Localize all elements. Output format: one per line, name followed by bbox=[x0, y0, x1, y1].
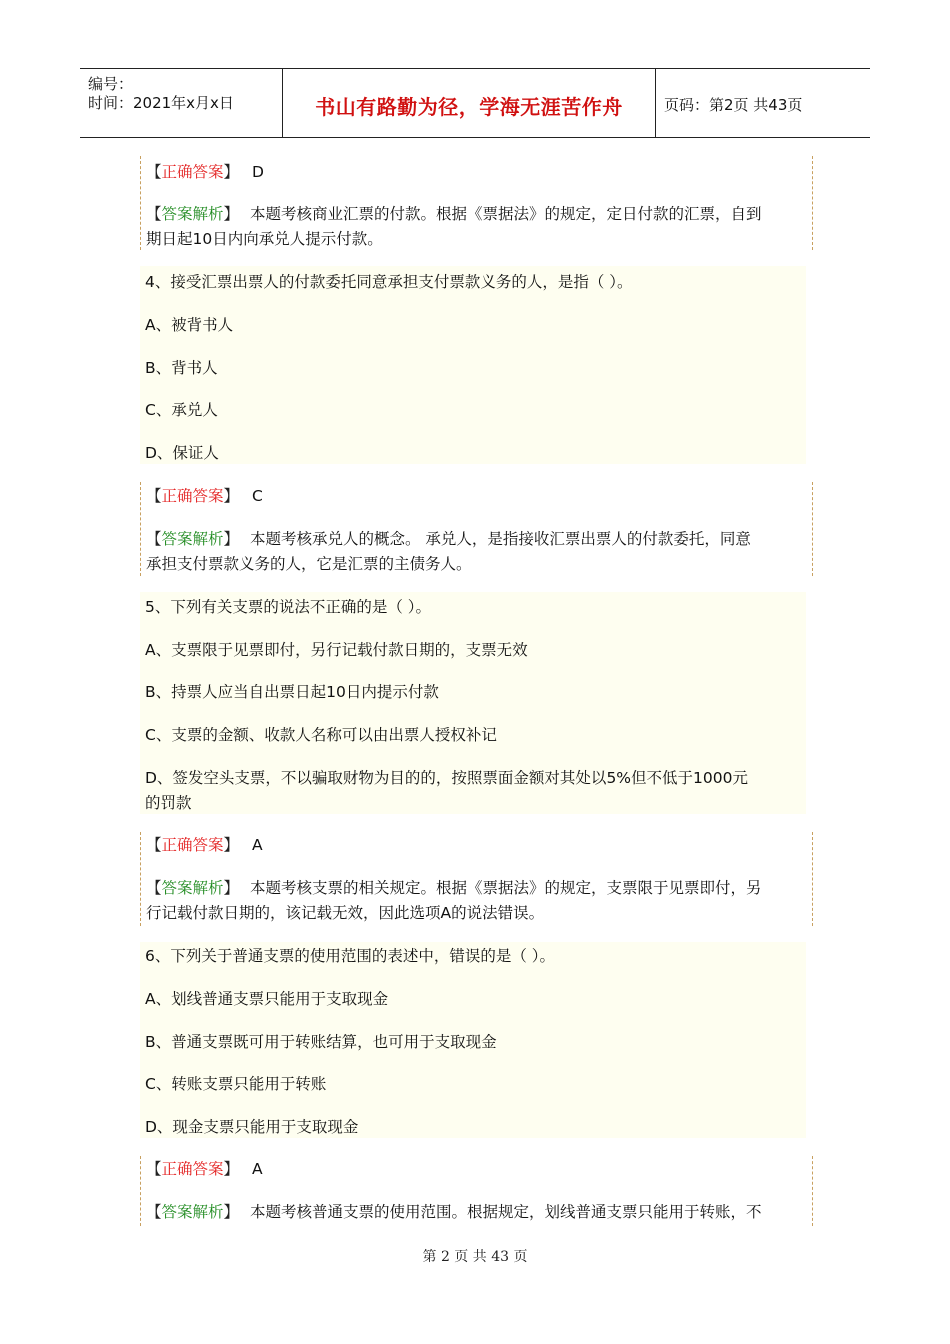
option-c: C、承兑人 bbox=[145, 401, 218, 419]
analysis-label: 答案解析 bbox=[161, 530, 224, 548]
analysis-continuation: 期日起10日内向承兑人提示付款。 bbox=[146, 230, 383, 248]
option-a: A、支票限于见票即付，另行记载付款日期的，支票无效 bbox=[145, 641, 528, 659]
option-d: D、保证人 bbox=[145, 444, 219, 462]
analysis-continuation: 行记载付款日期的，该记载无效，因此选项A的说法错误。 bbox=[146, 904, 545, 922]
page-header bbox=[80, 68, 870, 138]
option-c: C、转账支票只能用于转账 bbox=[145, 1075, 327, 1093]
correct-answer-line: 【正确答案】 D bbox=[146, 163, 264, 181]
correct-answer-line: 【正确答案】 C bbox=[146, 487, 263, 505]
analysis-label: 答案解析 bbox=[161, 1203, 224, 1221]
analysis-line: 【答案解析】 本题考核商业汇票的付款。根据《票据法》的规定，定日付款的汇票，自到 bbox=[146, 205, 762, 223]
header-middle-cell bbox=[282, 69, 656, 137]
correct-answer-label: 正确答案 bbox=[161, 487, 224, 505]
question-block-q5 bbox=[140, 592, 806, 814]
correct-answer-label: 正确答案 bbox=[161, 1160, 224, 1178]
analysis-line: 【答案解析】 本题考核普通支票的使用范围。根据规定，划线普通支票只能用于转账，不 bbox=[146, 1203, 762, 1221]
option-d: D、现金支票只能用于支取现金 bbox=[145, 1118, 359, 1136]
page-number-label: 页码：第2页 共43页 bbox=[664, 96, 803, 114]
answer-block-q4 bbox=[140, 482, 807, 576]
analysis-continuation: 承担支付票款义务的人，它是汇票的主债务人。 bbox=[146, 555, 472, 573]
option-b: B、持票人应当自出票日起10日内提示付款 bbox=[145, 683, 439, 701]
document-number-label: 编号： bbox=[88, 75, 134, 93]
correct-answer-value: A bbox=[251, 836, 263, 854]
header-motto: 书山有路勤为径，学海无涯苦作舟 bbox=[315, 95, 623, 119]
analysis-text: 本题考核承兑人的概念。 承兑人，是指接收汇票出票人的付款委托，同意 bbox=[249, 530, 751, 548]
analysis-line: 【答案解析】 本题考核承兑人的概念。 承兑人，是指接收汇票出票人的付款委托，同意 bbox=[146, 530, 751, 548]
analysis-text: 本题考核普通支票的使用范围。根据规定，划线普通支票只能用于转账，不 bbox=[249, 1203, 762, 1221]
correct-answer-line: 【正确答案】 A bbox=[146, 1160, 263, 1178]
correct-answer-value: A bbox=[251, 1160, 263, 1178]
header-right-cell bbox=[656, 69, 870, 137]
page-footer: 第 2 页 共 43 页 bbox=[422, 1249, 528, 1265]
correct-answer-line: 【正确答案】 A bbox=[146, 836, 263, 854]
analysis-text: 本题考核支票的相关规定。根据《票据法》的规定，支票限于见票即付，另 bbox=[249, 879, 762, 897]
option-c: C、支票的金额、收款人名称可以由出票人授权补记 bbox=[145, 726, 497, 744]
option-a: A、划线普通支票只能用于支取现金 bbox=[145, 990, 389, 1008]
question-text: 6、下列关于普通支票的使用范围的表述中，错误的是（ ）。 bbox=[145, 947, 556, 965]
header-left-cell bbox=[80, 69, 282, 137]
answer-block-q6 bbox=[140, 1156, 807, 1226]
analysis-line: 【答案解析】 本题考核支票的相关规定。根据《票据法》的规定，支票限于见票即付，另 bbox=[146, 879, 762, 897]
question-text: 4、接受汇票出票人的付款委托同意承担支付票款义务的人，是指（ ）。 bbox=[145, 273, 633, 291]
option-b: B、普通支票既可用于转账结算，也可用于支取现金 bbox=[145, 1033, 497, 1051]
option-a: A、被背书人 bbox=[145, 316, 234, 334]
answer-block-q3 bbox=[140, 156, 807, 250]
analysis-text: 本题考核商业汇票的付款。根据《票据法》的规定，定日付款的汇票，自到 bbox=[249, 205, 762, 223]
correct-answer-label: 正确答案 bbox=[161, 836, 224, 854]
option-b: B、背书人 bbox=[145, 359, 218, 377]
analysis-label: 答案解析 bbox=[161, 879, 224, 897]
correct-answer-label: 正确答案 bbox=[161, 163, 224, 181]
correct-answer-value: C bbox=[251, 487, 263, 505]
correct-answer-value: D bbox=[251, 163, 264, 181]
analysis-label: 答案解析 bbox=[161, 205, 224, 223]
answer-block-q5 bbox=[140, 832, 807, 926]
question-block-q4 bbox=[140, 266, 806, 464]
option-d: D、签发空头支票，不以骗取财物为目的的，按照票面金额对其处以5%但不低于1000元 bbox=[145, 769, 748, 787]
question-text: 5、下列有关支票的说法不正确的是（ ）。 bbox=[145, 598, 432, 616]
option-d-continuation: 的罚款 bbox=[145, 794, 192, 812]
question-block-q6 bbox=[140, 942, 806, 1138]
document-time-label: 时间：2021年x月x日 bbox=[88, 94, 234, 112]
